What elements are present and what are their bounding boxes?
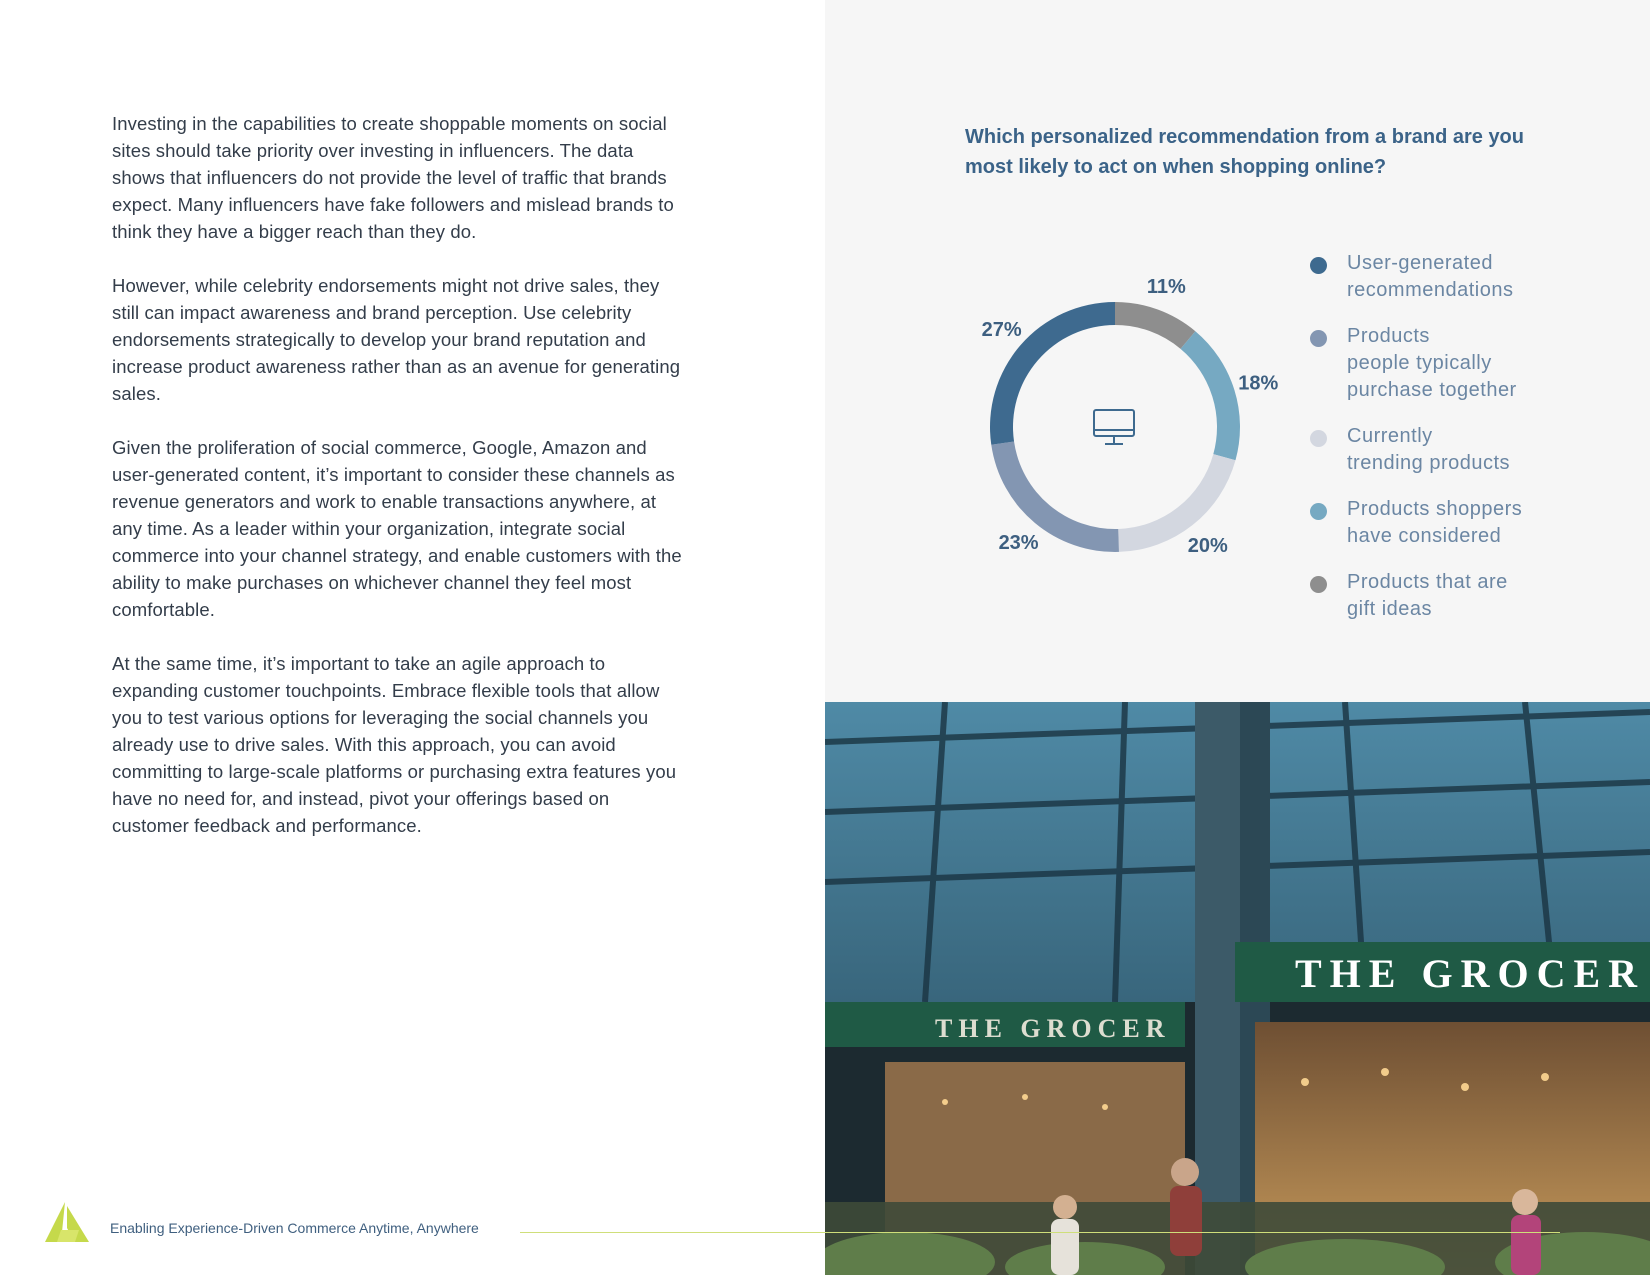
legend-dot-icon xyxy=(1310,576,1327,593)
paragraph-1: Investing in the capabilities to create shoppable moments on social sites should take priority over investing in influencers. The data shows that influencers do not provide the level of traffic that brands expect. Many influencers have fake followers and mislead brands to think they have a bigger reach than they do. xyxy=(112,113,674,242)
legend-dot-icon xyxy=(1310,503,1327,520)
sign-text-main: THE GROCER xyxy=(1295,951,1646,996)
legend-label: Products that are gift ideas xyxy=(1347,571,1508,620)
paragraph-3: Given the proliferation of social commerce, Google, Amazon and user-generated content, it’s important to consider these channels as revenue generators and work to enable transactions anywhere, at any time. As a leader within your organization, integrate social commerce into your channel strategy, and enable customers with the ability to make purchases on whichever channel they feel most comfortable. xyxy=(112,437,682,620)
body-text-column xyxy=(112,110,687,866)
legend-item-1 xyxy=(1310,250,1630,304)
legend-dot-icon xyxy=(1310,330,1327,347)
legend-label: Products shoppers have considered xyxy=(1347,498,1523,547)
footer-divider xyxy=(520,1232,1560,1233)
legend-item-5 xyxy=(1310,569,1630,623)
company-logo-icon xyxy=(45,1200,95,1244)
legend-dot-icon xyxy=(1310,257,1327,274)
paragraph-4: At the same time, it’s important to take an agile approach to expanding customer touchpoints. Embrace flexible tools that allow you to test various options for leveraging the social channels you already use to drive sales. With this approach, you can avoid committing to large-scale platforms or purchasing extra features you have no need for, and instead, pivot your offerings based on customer feedback and performance. xyxy=(112,653,677,836)
slice-label-2: 18% xyxy=(1238,372,1279,395)
slice-label-4: 23% xyxy=(998,531,1039,554)
sign-text-mirror: THE GROCER xyxy=(935,1014,1171,1043)
legend-label: User-generated recommendations xyxy=(1347,252,1514,301)
legend-label: Products people typically purchase together xyxy=(1347,325,1517,401)
legend-item-4 xyxy=(1310,496,1630,550)
legend-dot-icon xyxy=(1310,430,1327,447)
legend-item-2 xyxy=(1310,323,1630,404)
paragraph-2: However, while celebrity endorsements might not drive sales, they still can impact awareness and brand perception. Use celebrity endorsements strategically to develop your brand reputation and increase product awareness rather than as an avenue for generating sales. xyxy=(112,275,681,404)
slice-label-5: 27% xyxy=(981,318,1022,341)
legend-item-3 xyxy=(1310,423,1630,477)
storefront-photo xyxy=(825,702,1650,1275)
page-footer xyxy=(0,1190,825,1250)
legend-label: Currently trending products xyxy=(1347,425,1511,474)
storefront-illustration xyxy=(825,702,1650,1275)
slice-label-1: 11% xyxy=(1146,276,1186,299)
donut-slice-2 xyxy=(1181,331,1240,460)
chart-title: Which personalized recommendation from a brand are you most likely to act on when shopping online? xyxy=(965,126,1524,178)
donut-slice-1 xyxy=(1115,302,1195,349)
donut-chart xyxy=(940,255,1290,585)
chart-panel xyxy=(825,0,1650,702)
slice-label-3: 20% xyxy=(1187,534,1228,557)
footer-tagline: Enabling Experience-Driven Commerce Anytime, Anywhere xyxy=(110,1220,479,1236)
chart-legend xyxy=(1310,250,1630,642)
desktop-monitor-icon xyxy=(1094,410,1134,444)
